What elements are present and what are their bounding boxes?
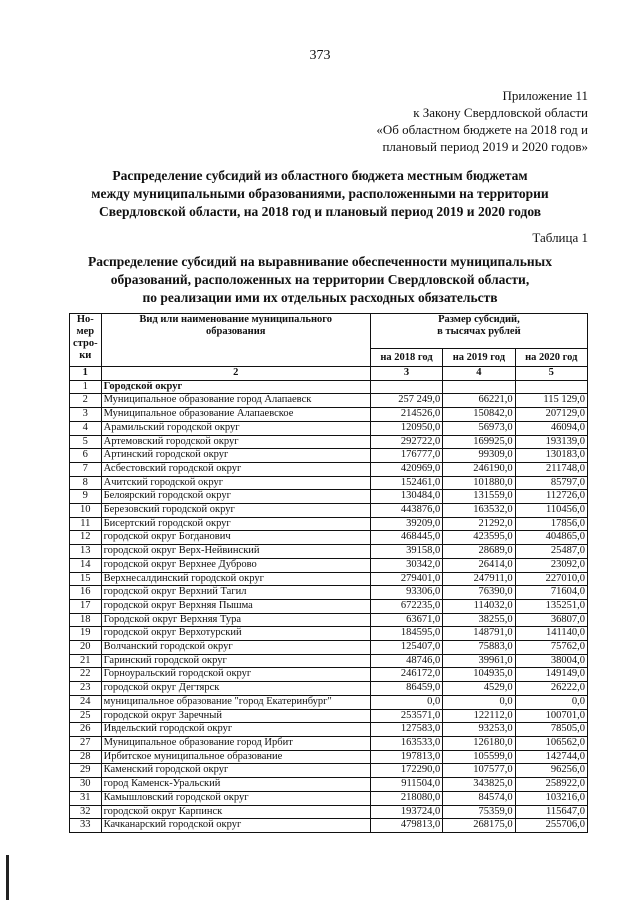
row-name: город Каменск-Уральский bbox=[101, 778, 370, 792]
row-number: 15 bbox=[70, 572, 102, 586]
value-2019: 4529,0 bbox=[443, 682, 515, 696]
table-row bbox=[70, 709, 588, 723]
value-2018: 253571,0 bbox=[370, 709, 442, 723]
row-name: Артинский городской округ bbox=[101, 449, 370, 463]
row-name: Муниципальное образование город Ирбит bbox=[101, 736, 370, 750]
page-number: 373 bbox=[309, 48, 331, 63]
table-row bbox=[70, 462, 588, 476]
value-2019: 107577,0 bbox=[443, 764, 515, 778]
value-2018: 163533,0 bbox=[370, 736, 442, 750]
value-2020: 193139,0 bbox=[515, 435, 587, 449]
value-2020: 25487,0 bbox=[515, 545, 587, 559]
table-row bbox=[70, 819, 588, 833]
value-2019: 163532,0 bbox=[443, 504, 515, 518]
table-row bbox=[70, 517, 588, 531]
value-2018: 246172,0 bbox=[370, 668, 442, 682]
table-row bbox=[70, 558, 588, 572]
table-label: Таблица 1 bbox=[532, 230, 588, 245]
value-2018: 39209,0 bbox=[370, 517, 442, 531]
row-number: 17 bbox=[70, 599, 102, 613]
row-name: Ачитский городской округ bbox=[101, 476, 370, 490]
value-2018: 184595,0 bbox=[370, 627, 442, 641]
value-2020: 227010,0 bbox=[515, 572, 587, 586]
value-2018: 443876,0 bbox=[370, 504, 442, 518]
value-2020: 142744,0 bbox=[515, 750, 587, 764]
row-number: 21 bbox=[70, 654, 102, 668]
value-2019: 268175,0 bbox=[443, 819, 515, 833]
value-2020: 211748,0 bbox=[515, 462, 587, 476]
value-2018: 468445,0 bbox=[370, 531, 442, 545]
table-row bbox=[70, 490, 588, 504]
header-2019: на 2019 год bbox=[443, 349, 515, 367]
header-2020: на 2020 год bbox=[515, 349, 587, 367]
table-row bbox=[70, 586, 588, 600]
table-row bbox=[70, 723, 588, 737]
table-row bbox=[70, 764, 588, 778]
row-number: 25 bbox=[70, 709, 102, 723]
table-title-line: Распределение субсидий на выравнивание обеспеченности муниципальных bbox=[88, 254, 552, 269]
value-2020: 71604,0 bbox=[515, 586, 587, 600]
row-number: 32 bbox=[70, 805, 102, 819]
value-2019: 93253,0 bbox=[443, 723, 515, 737]
row-number: 23 bbox=[70, 682, 102, 696]
row-number: 26 bbox=[70, 723, 102, 737]
table-row bbox=[70, 476, 588, 490]
row-name: Ивдельский городской округ bbox=[101, 723, 370, 737]
column-index: 4 bbox=[443, 367, 515, 381]
value-2019: 114032,0 bbox=[443, 599, 515, 613]
row-number: 16 bbox=[70, 586, 102, 600]
table-row bbox=[70, 572, 588, 586]
value-2020: 106562,0 bbox=[515, 736, 587, 750]
value-2018: 176777,0 bbox=[370, 449, 442, 463]
value-2018: 48746,0 bbox=[370, 654, 442, 668]
value-2020: 26222,0 bbox=[515, 682, 587, 696]
table-row bbox=[70, 627, 588, 641]
subsidies-table bbox=[69, 313, 588, 833]
table-row bbox=[70, 421, 588, 435]
value-2018: 39158,0 bbox=[370, 545, 442, 559]
row-name: Городской округ bbox=[101, 380, 370, 394]
scan-edge-mark bbox=[6, 855, 9, 900]
row-name: Горноуральский городской округ bbox=[101, 668, 370, 682]
header-name bbox=[101, 314, 370, 367]
value-2019: 150842,0 bbox=[443, 408, 515, 422]
table-title-line: по реализации ими их отдельных расходных обязательств bbox=[142, 290, 498, 305]
appendix-line: «Об областном бюджете на 2018 год и bbox=[376, 122, 588, 137]
row-number: 11 bbox=[70, 517, 102, 531]
value-2020: 115 129,0 bbox=[515, 394, 587, 408]
value-2020: 36807,0 bbox=[515, 613, 587, 627]
value-2018: 125407,0 bbox=[370, 641, 442, 655]
row-name: Верхнесалдинский городской округ bbox=[101, 572, 370, 586]
document-title-line: Распределение субсидий из областного бюджета местным бюджетам bbox=[112, 168, 528, 183]
table-row bbox=[70, 408, 588, 422]
cell-empty bbox=[370, 380, 442, 394]
row-number: 27 bbox=[70, 736, 102, 750]
row-name: Арамильский городской округ bbox=[101, 421, 370, 435]
value-2019: 247911,0 bbox=[443, 572, 515, 586]
table-row bbox=[70, 641, 588, 655]
row-number: 6 bbox=[70, 449, 102, 463]
value-2019: 75883,0 bbox=[443, 641, 515, 655]
table-title bbox=[40, 253, 600, 307]
value-2018: 218080,0 bbox=[370, 791, 442, 805]
value-2019: 75359,0 bbox=[443, 805, 515, 819]
row-number: 28 bbox=[70, 750, 102, 764]
value-2019: 246190,0 bbox=[443, 462, 515, 476]
value-2018: 130484,0 bbox=[370, 490, 442, 504]
table-row bbox=[70, 778, 588, 792]
value-2019: 104935,0 bbox=[443, 668, 515, 682]
value-2019: 343825,0 bbox=[443, 778, 515, 792]
row-number: 3 bbox=[70, 408, 102, 422]
document-title-line: Свердловской области, на 2018 год и плановый период 2019 и 2020 годов bbox=[98, 204, 542, 219]
row-name: Березовский городской округ bbox=[101, 504, 370, 518]
value-2019: 99309,0 bbox=[443, 449, 515, 463]
row-name: Ирбитское муниципальное образование bbox=[101, 750, 370, 764]
table-row bbox=[70, 599, 588, 613]
row-name: городской округ Заречный bbox=[101, 709, 370, 723]
value-2020: 100701,0 bbox=[515, 709, 587, 723]
value-2018: 172290,0 bbox=[370, 764, 442, 778]
row-name: Качканарский городской округ bbox=[101, 819, 370, 833]
value-2019: 84574,0 bbox=[443, 791, 515, 805]
value-2020: 78505,0 bbox=[515, 723, 587, 737]
value-2018: 479813,0 bbox=[370, 819, 442, 833]
table-row bbox=[70, 805, 588, 819]
row-number: 12 bbox=[70, 531, 102, 545]
value-2020: 85797,0 bbox=[515, 476, 587, 490]
column-index: 3 bbox=[370, 367, 442, 381]
row-name: Артемовский городской округ bbox=[101, 435, 370, 449]
value-2020: 115647,0 bbox=[515, 805, 587, 819]
value-2020: 23092,0 bbox=[515, 558, 587, 572]
value-2018: 672235,0 bbox=[370, 599, 442, 613]
value-2020: 130183,0 bbox=[515, 449, 587, 463]
value-2018: 257 249,0 bbox=[370, 394, 442, 408]
column-index-row bbox=[70, 367, 588, 381]
table-row bbox=[70, 545, 588, 559]
row-number: 14 bbox=[70, 558, 102, 572]
value-2018: 120950,0 bbox=[370, 421, 442, 435]
value-2019: 126180,0 bbox=[443, 736, 515, 750]
value-2020: 141140,0 bbox=[515, 627, 587, 641]
value-2018: 30342,0 bbox=[370, 558, 442, 572]
header-2018: на 2018 год bbox=[370, 349, 442, 367]
header-name-text: Вид или наименование муниципального образования bbox=[139, 314, 332, 337]
column-index: 2 bbox=[101, 367, 370, 381]
header-size bbox=[370, 314, 587, 349]
column-index: 5 bbox=[515, 367, 587, 381]
table-row bbox=[70, 668, 588, 682]
table-row bbox=[70, 449, 588, 463]
appendix-line: Приложение 11 bbox=[502, 88, 588, 103]
row-name: Каменский городской округ bbox=[101, 764, 370, 778]
table-row bbox=[70, 654, 588, 668]
value-2020: 135251,0 bbox=[515, 599, 587, 613]
value-2019: 39961,0 bbox=[443, 654, 515, 668]
table-row bbox=[70, 531, 588, 545]
row-name: городской округ Дегтярск bbox=[101, 682, 370, 696]
value-2019: 56973,0 bbox=[443, 421, 515, 435]
value-2019: 0,0 bbox=[443, 695, 515, 709]
value-2020: 38004,0 bbox=[515, 654, 587, 668]
row-number: 20 bbox=[70, 641, 102, 655]
value-2018: 86459,0 bbox=[370, 682, 442, 696]
value-2020: 17856,0 bbox=[515, 517, 587, 531]
value-2020: 103216,0 bbox=[515, 791, 587, 805]
column-index: 1 bbox=[70, 367, 102, 381]
value-2020: 46094,0 bbox=[515, 421, 587, 435]
value-2020: 149149,0 bbox=[515, 668, 587, 682]
value-2018: 63671,0 bbox=[370, 613, 442, 627]
row-number: 19 bbox=[70, 627, 102, 641]
row-number: 5 bbox=[70, 435, 102, 449]
row-number: 2 bbox=[70, 394, 102, 408]
cell-empty bbox=[443, 380, 515, 394]
appendix-line: к Закону Свердловской области bbox=[413, 105, 588, 120]
value-2019: 122112,0 bbox=[443, 709, 515, 723]
row-number: 7 bbox=[70, 462, 102, 476]
row-name: Муниципальное образование Алапаевское bbox=[101, 408, 370, 422]
value-2018: 193724,0 bbox=[370, 805, 442, 819]
document-title-line: между муниципальными образованиями, расположенными на территории bbox=[91, 186, 549, 201]
value-2019: 66221,0 bbox=[443, 394, 515, 408]
value-2018: 197813,0 bbox=[370, 750, 442, 764]
row-number: 31 bbox=[70, 791, 102, 805]
table-row bbox=[70, 695, 588, 709]
value-2020: 112726,0 bbox=[515, 490, 587, 504]
row-name: муниципальное образование "город Екатеринбург" bbox=[101, 695, 370, 709]
row-name: городской округ Богданович bbox=[101, 531, 370, 545]
row-number: 4 bbox=[70, 421, 102, 435]
value-2018: 911504,0 bbox=[370, 778, 442, 792]
value-2019: 148791,0 bbox=[443, 627, 515, 641]
row-name: Камышловский городской округ bbox=[101, 791, 370, 805]
value-2019: 38255,0 bbox=[443, 613, 515, 627]
row-name: городской округ Верх-Нейвинский bbox=[101, 545, 370, 559]
value-2020: 404865,0 bbox=[515, 531, 587, 545]
row-number: 8 bbox=[70, 476, 102, 490]
value-2019: 21292,0 bbox=[443, 517, 515, 531]
header-row-number-text: Но- мер стро- ки bbox=[73, 314, 98, 361]
value-2020: 75762,0 bbox=[515, 641, 587, 655]
appendix-line: плановый период 2019 и 2020 годов» bbox=[382, 139, 588, 154]
value-2019: 105599,0 bbox=[443, 750, 515, 764]
row-name: городской округ Карпинск bbox=[101, 805, 370, 819]
value-2020: 255706,0 bbox=[515, 819, 587, 833]
cell-empty bbox=[515, 380, 587, 394]
row-number: 13 bbox=[70, 545, 102, 559]
appendix-block bbox=[376, 87, 588, 155]
table-row bbox=[70, 394, 588, 408]
value-2020: 207129,0 bbox=[515, 408, 587, 422]
value-2018: 292722,0 bbox=[370, 435, 442, 449]
row-name: Волчанский городской округ bbox=[101, 641, 370, 655]
value-2018: 127583,0 bbox=[370, 723, 442, 737]
value-2018: 279401,0 bbox=[370, 572, 442, 586]
value-2018: 152461,0 bbox=[370, 476, 442, 490]
table-row bbox=[70, 682, 588, 696]
value-2019: 131559,0 bbox=[443, 490, 515, 504]
value-2019: 76390,0 bbox=[443, 586, 515, 600]
row-number: 29 bbox=[70, 764, 102, 778]
row-number: 24 bbox=[70, 695, 102, 709]
row-number: 1 bbox=[70, 380, 102, 394]
row-number: 9 bbox=[70, 490, 102, 504]
value-2019: 26414,0 bbox=[443, 558, 515, 572]
value-2020: 110456,0 bbox=[515, 504, 587, 518]
value-2018: 0,0 bbox=[370, 695, 442, 709]
value-2020: 0,0 bbox=[515, 695, 587, 709]
row-number: 30 bbox=[70, 778, 102, 792]
table-row bbox=[70, 435, 588, 449]
row-number: 33 bbox=[70, 819, 102, 833]
value-2018: 93306,0 bbox=[370, 586, 442, 600]
value-2019: 423595,0 bbox=[443, 531, 515, 545]
row-name: городской округ Верхняя Пышма bbox=[101, 599, 370, 613]
table-row bbox=[70, 736, 588, 750]
row-name: Асбестовский городской округ bbox=[101, 462, 370, 476]
row-name: Бисертский городской округ bbox=[101, 517, 370, 531]
group-row bbox=[70, 380, 588, 394]
document-title bbox=[40, 167, 600, 221]
value-2019: 101880,0 bbox=[443, 476, 515, 490]
row-name: Белоярский городской округ bbox=[101, 490, 370, 504]
row-name: Муниципальное образование город Алапаевск bbox=[101, 394, 370, 408]
table-row bbox=[70, 791, 588, 805]
value-2020: 96256,0 bbox=[515, 764, 587, 778]
row-name: Гаринский городской округ bbox=[101, 654, 370, 668]
row-name: городской округ Верхотурский bbox=[101, 627, 370, 641]
value-2019: 169925,0 bbox=[443, 435, 515, 449]
row-name: городской округ Верхнее Дуброво bbox=[101, 558, 370, 572]
table-title-line: образований, расположенных на территории Свердловской области, bbox=[110, 272, 530, 287]
header-size-text: Размер субсидий, в тысячах рублей bbox=[437, 314, 521, 337]
value-2018: 214526,0 bbox=[370, 408, 442, 422]
row-number: 10 bbox=[70, 504, 102, 518]
row-number: 22 bbox=[70, 668, 102, 682]
row-number: 18 bbox=[70, 613, 102, 627]
value-2018: 420969,0 bbox=[370, 462, 442, 476]
header-row-number bbox=[70, 314, 102, 367]
table-row bbox=[70, 504, 588, 518]
value-2019: 28689,0 bbox=[443, 545, 515, 559]
row-name: городской округ Верхний Тагил bbox=[101, 586, 370, 600]
table-row bbox=[70, 750, 588, 764]
value-2020: 258922,0 bbox=[515, 778, 587, 792]
table-row bbox=[70, 613, 588, 627]
row-name: Городской округ Верхняя Тура bbox=[101, 613, 370, 627]
